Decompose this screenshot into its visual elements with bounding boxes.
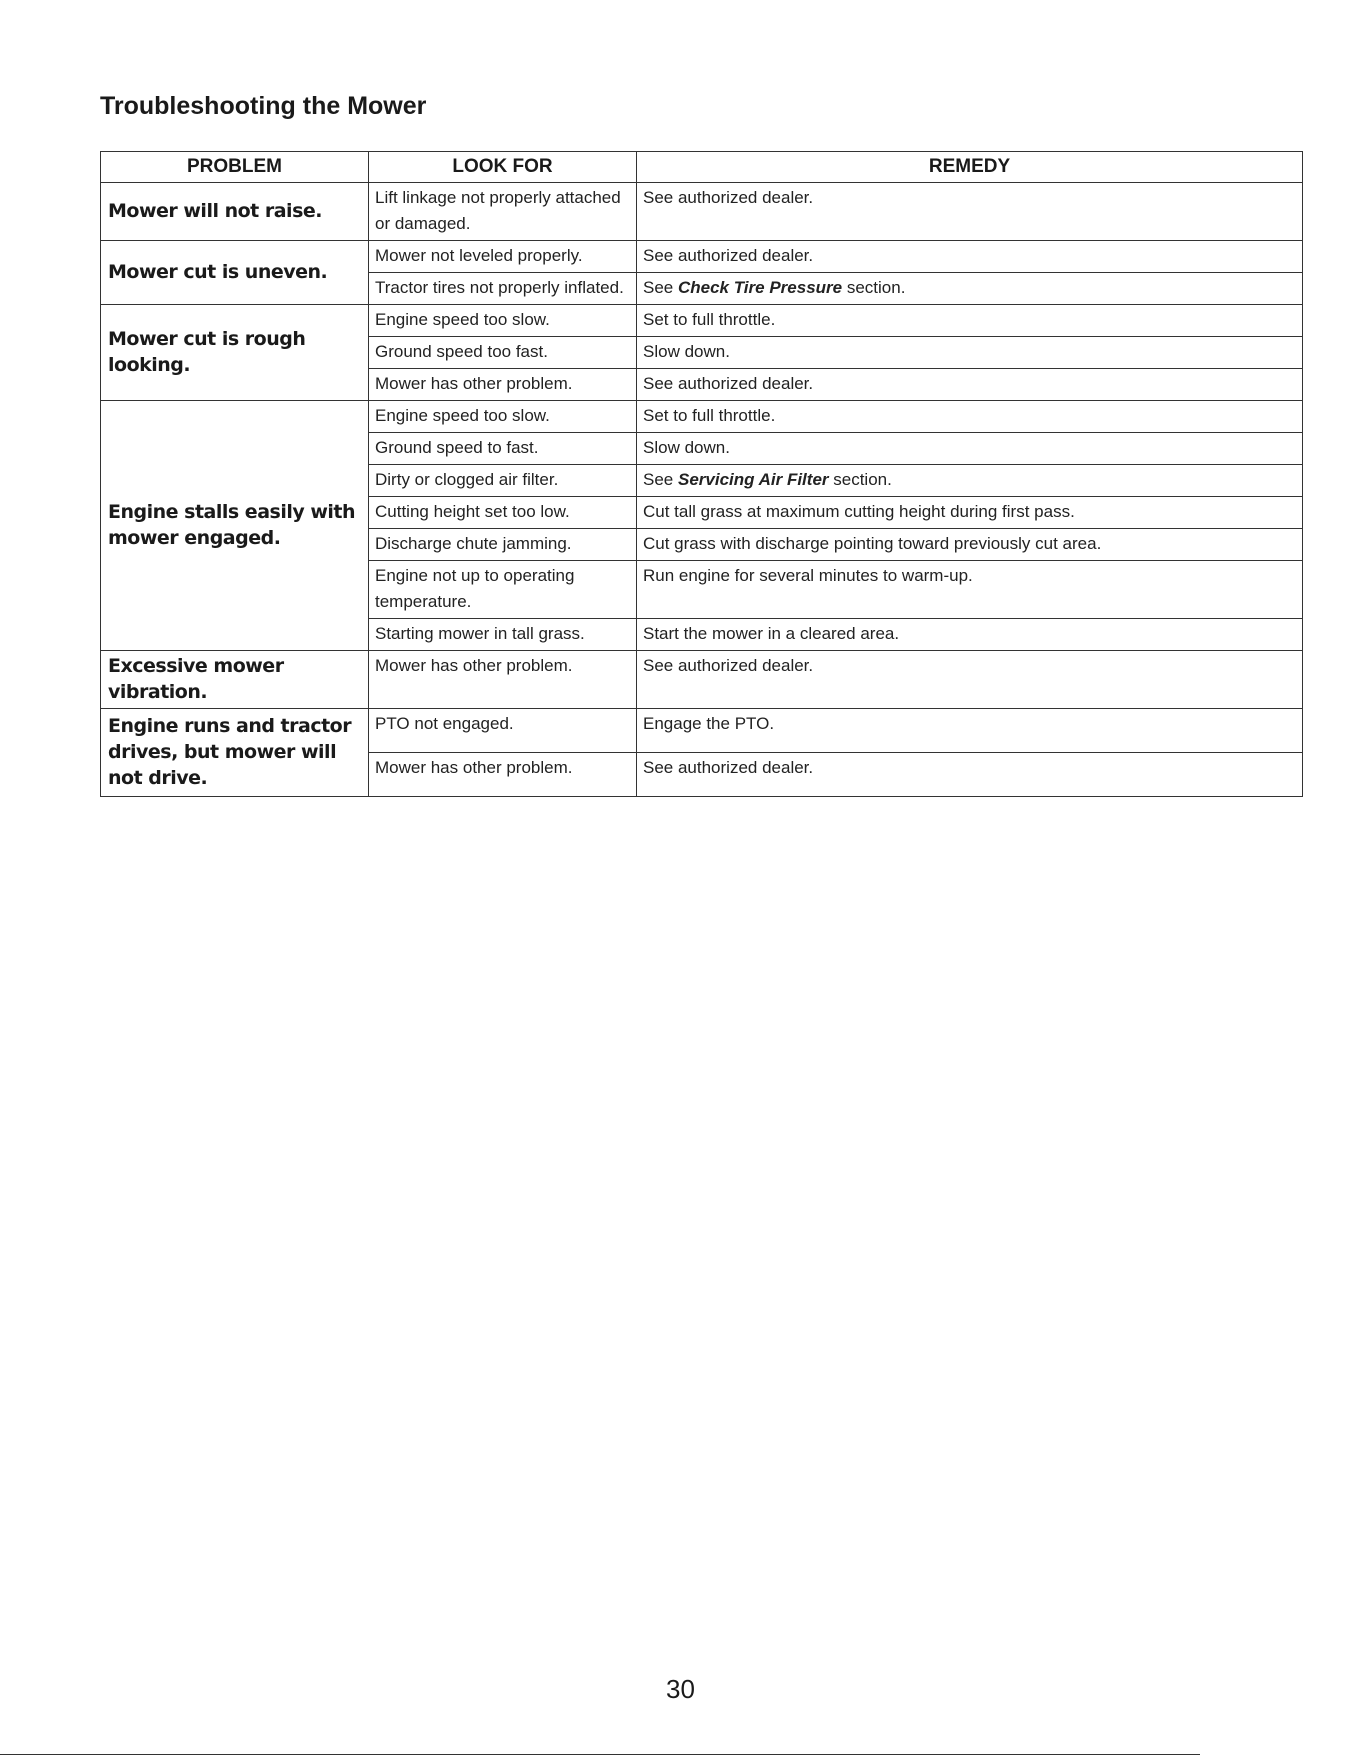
remedy-cell: See authorized dealer. (637, 241, 1303, 273)
section-reference: Servicing Air Filter (677, 470, 829, 489)
look-for-cell: PTO not engaged. (369, 709, 637, 753)
problem-cell: Mower cut is rough looking. (101, 305, 369, 401)
look-for-cell: Engine not up to operating temperature. (369, 561, 637, 619)
remedy-prefix: See (643, 470, 674, 489)
look-for-cell: Mower has other problem. (369, 753, 637, 797)
look-for-cell: Mower has other problem. (369, 369, 637, 401)
remedy-cell (637, 465, 1303, 497)
remedy-cell: Slow down. (637, 337, 1303, 369)
look-for-cell: Ground speed too fast. (369, 337, 637, 369)
header-problem: PROBLEM (101, 152, 369, 183)
table-row (101, 183, 1303, 241)
page-title: Troubleshooting the Mower (100, 92, 427, 120)
remedy-cell: Set to full throttle. (637, 401, 1303, 433)
problem-cell: Mower cut is uneven. (101, 241, 369, 305)
remedy-cell: See authorized dealer. (637, 369, 1303, 401)
look-for-cell: Mower has other problem. (369, 651, 637, 709)
problem-cell: Mower will not raise. (101, 183, 369, 241)
remedy-cell: Cut tall grass at maximum cutting height during first pass. (637, 497, 1303, 529)
table-row (101, 709, 1303, 753)
remedy-suffix: section. (833, 470, 892, 489)
remedy-cell: Start the mower in a cleared area. (637, 619, 1303, 651)
table-row (101, 241, 1303, 273)
look-for-cell: Discharge chute jamming. (369, 529, 637, 561)
remedy-cell: Engage the PTO. (637, 709, 1303, 753)
problem-cell: Engine runs and tractor drives, but mower will not drive. (101, 709, 369, 797)
table-row (101, 401, 1303, 433)
look-for-cell: Dirty or clogged air filter. (369, 465, 637, 497)
look-for-cell: Engine speed too slow. (369, 401, 637, 433)
remedy-cell: See authorized dealer. (637, 753, 1303, 797)
look-for-cell: Lift linkage not properly attached or damaged. (369, 183, 637, 241)
remedy-cell: Run engine for several minutes to warm-up. (637, 561, 1303, 619)
table-row (101, 651, 1303, 709)
remedy-suffix: section. (846, 278, 906, 297)
table-body (101, 183, 1303, 797)
remedy-cell: Slow down. (637, 433, 1303, 465)
look-for-cell: Ground speed to fast. (369, 433, 637, 465)
look-for-cell: Cutting height set too low. (369, 497, 637, 529)
table-header-row (101, 152, 1303, 183)
look-for-cell: Tractor tires not properly inflated. (369, 273, 637, 305)
problem-cell: Excessive mower vibration. (101, 651, 369, 709)
page-number: 30 (666, 1674, 695, 1704)
troubleshooting-table (100, 151, 1303, 797)
problem-cell: Engine stalls easily with mower engaged. (101, 401, 369, 651)
header-look-for: LOOK FOR (369, 152, 637, 183)
remedy-prefix: See (643, 278, 674, 297)
bottom-rule (0, 1754, 1200, 1755)
look-for-cell: Mower not leveled properly. (369, 241, 637, 273)
header-remedy: REMEDY (637, 152, 1303, 183)
table-row (101, 305, 1303, 337)
remedy-cell: See authorized dealer. (637, 651, 1303, 709)
look-for-cell: Starting mower in tall grass. (369, 619, 637, 651)
remedy-cell: Cut grass with discharge pointing toward previously cut area. (637, 529, 1303, 561)
remedy-cell (637, 273, 1303, 305)
remedy-cell: See authorized dealer. (637, 183, 1303, 241)
section-reference: Check Tire Pressure (677, 278, 843, 297)
remedy-cell: Set to full throttle. (637, 305, 1303, 337)
look-for-cell: Engine speed too slow. (369, 305, 637, 337)
